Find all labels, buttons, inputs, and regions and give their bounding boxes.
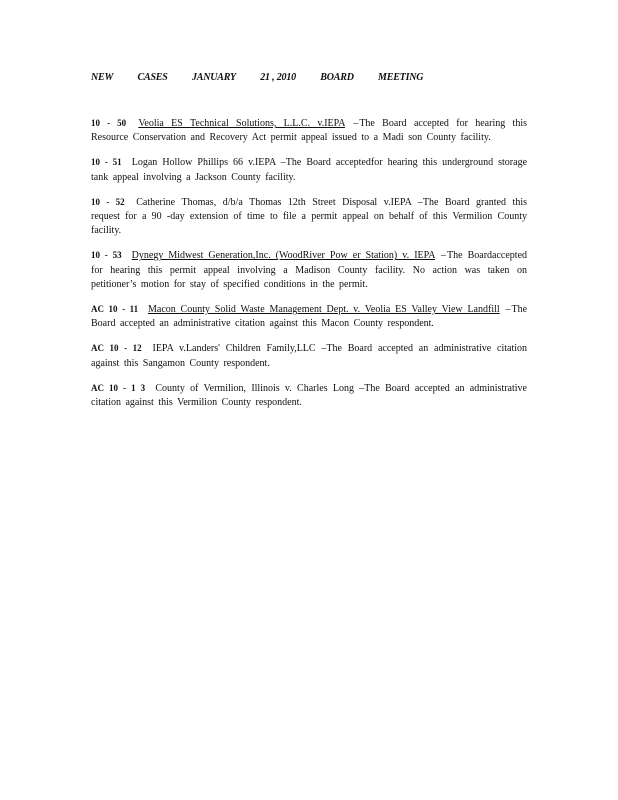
- case-number: 10 - 52: [91, 196, 125, 207]
- case-dash: –: [441, 250, 447, 262]
- case-entry: [91, 248, 527, 292]
- case-entry: [91, 302, 527, 331]
- case-title: Macon County Solid Waste Management Dept. v. Veolia ES Valley View Landfill: [147, 304, 500, 316]
- case-number: AC 10 - 11: [91, 304, 139, 315]
- case-number: 10 - 53: [91, 250, 122, 261]
- case-text: Catherine Thomas, d/b/a Thomas 12th Street Disposal v.IEPA –The Board granted this request for a 90 -day extension of time to file a permit appeal on behalf of this Vermilion County facility.: [91, 196, 528, 237]
- case-text: Logan Hollow Phillips 66 v.IEPA –The Board acceptedfor hearing this underground storage tank appeal involving a Jackson County facility.: [91, 157, 528, 183]
- page-heading: [91, 72, 445, 83]
- case-text: The Board accepted an administrative citation against this Macon County respondent.: [91, 304, 528, 330]
- case-text: County of Vermilion, Illinois v. Charles Long –The Board accepted an administrative citation against this Vermilion County respondent.: [91, 382, 527, 409]
- case-dash: –: [505, 304, 511, 316]
- case-entry: [91, 381, 527, 410]
- case-number: 10 - 51: [91, 157, 122, 168]
- case-number: 10 - 50: [91, 118, 127, 128]
- case-entry: [91, 116, 527, 145]
- case-number: AC 10 - 12: [91, 343, 142, 354]
- case-text: IEPA v.Landers' Children Family,LLC –The Board accepted an administrative citation against this Sangamon County respondent.: [91, 343, 528, 369]
- heading-date: 21 , 2010: [260, 72, 296, 83]
- case-number: AC 10 - 1 3: [91, 382, 146, 393]
- case-entry: [91, 155, 527, 184]
- heading-meeting: MEETING: [378, 72, 424, 83]
- case-list: [91, 106, 527, 416]
- case-title: Veolia ES Technical Solutions, L.L.C. v.IEPA: [138, 118, 345, 129]
- case-text: The Boardaccepted for hearing this permit appeal involving a Madison County facility. No action was taken on petitioner’s motion for stay of specified conditions in the permit.: [91, 250, 528, 290]
- heading-cases: CASES: [137, 72, 168, 83]
- case-entry: [91, 341, 527, 370]
- case-text: The Board accepted for hearing this Resource Conservation and Recovery Act permit appeal issued to a Madi son County facility.: [91, 118, 527, 144]
- heading-month: JANUARY: [191, 72, 236, 83]
- case-dash: –: [353, 118, 359, 129]
- heading-new: NEW: [91, 72, 114, 83]
- case-entry: [91, 195, 527, 239]
- case-title: Dynegy Midwest Generation,Inc. (WoodRiver Pow er Station) v. IEPA: [131, 250, 435, 262]
- heading-board: BOARD: [320, 72, 354, 83]
